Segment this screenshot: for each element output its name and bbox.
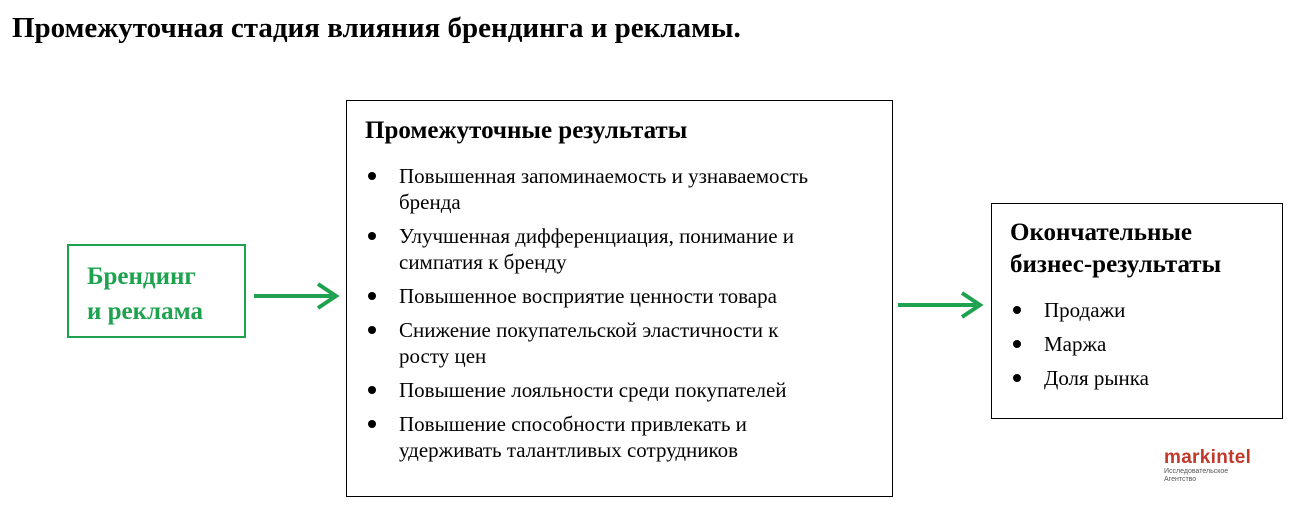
- list-item: [365, 317, 874, 369]
- bullet-icon: [368, 292, 376, 300]
- intermediate-results-box: [346, 100, 893, 497]
- bullet-icon: [368, 172, 376, 180]
- final-results-heading: [1010, 217, 1264, 281]
- list-item: [365, 223, 874, 275]
- arrow-right-icon: [252, 281, 344, 311]
- list-item-text: бренда: [399, 190, 461, 214]
- list-item-text: Улучшенная дифференциация, понимание и: [399, 224, 795, 248]
- markintel-logo: [1164, 448, 1254, 484]
- list-item-text: Доля рынка: [1044, 366, 1149, 390]
- page-title: Промежуточная стадия влияния брендинга и рекламы.: [12, 12, 741, 44]
- list-item-text: симпатия к бренду: [399, 250, 567, 274]
- list-item: [1010, 365, 1264, 391]
- list-item-text: Повышение способности привлекать и: [399, 412, 747, 436]
- heading-line: бизнес-результаты: [1010, 251, 1222, 278]
- list-item-text: Повышенная запоминаемость и узнаваемость: [399, 164, 809, 188]
- source-line: и реклама: [87, 298, 203, 325]
- list-item: [365, 411, 874, 463]
- heading-line: Окончательные: [1010, 219, 1193, 246]
- source-line: Брендинг: [87, 263, 196, 290]
- list-item-text: удерживать талантливых сотрудников: [399, 438, 739, 462]
- list-item: [365, 283, 874, 309]
- list-item-text: Продажи: [1044, 298, 1126, 322]
- list-item-text: Повышенное восприятие ценности товара: [399, 284, 777, 308]
- arrow-right-icon: [896, 290, 988, 320]
- bullet-icon: [368, 326, 376, 334]
- list-item-text: росту цен: [399, 344, 487, 368]
- logo-name: markintel: [1164, 447, 1252, 468]
- list-item-text: Маржа: [1044, 332, 1107, 356]
- list-item: [1010, 331, 1264, 357]
- intermediate-results-heading: Промежуточные результаты: [365, 117, 688, 144]
- bullet-icon: [368, 232, 376, 240]
- bullet-icon: [368, 386, 376, 394]
- list-item: [365, 377, 874, 403]
- list-item-text: Повышение лояльности среди покупателей: [399, 378, 787, 402]
- final-results-box: [991, 203, 1283, 419]
- logo-tagline: Исследовательское Агентство: [1164, 468, 1229, 483]
- bullet-icon: [1013, 374, 1021, 382]
- list-item: [1010, 297, 1264, 323]
- final-results-list: [1010, 297, 1264, 391]
- branding-advertising-box: [67, 244, 246, 338]
- list-item: [365, 163, 874, 215]
- bullet-icon: [1013, 306, 1021, 314]
- list-item-text: Снижение покупательской эластичности к: [399, 318, 779, 342]
- bullet-icon: [1013, 340, 1021, 348]
- bullet-icon: [368, 420, 376, 428]
- intermediate-results-list: [365, 163, 874, 463]
